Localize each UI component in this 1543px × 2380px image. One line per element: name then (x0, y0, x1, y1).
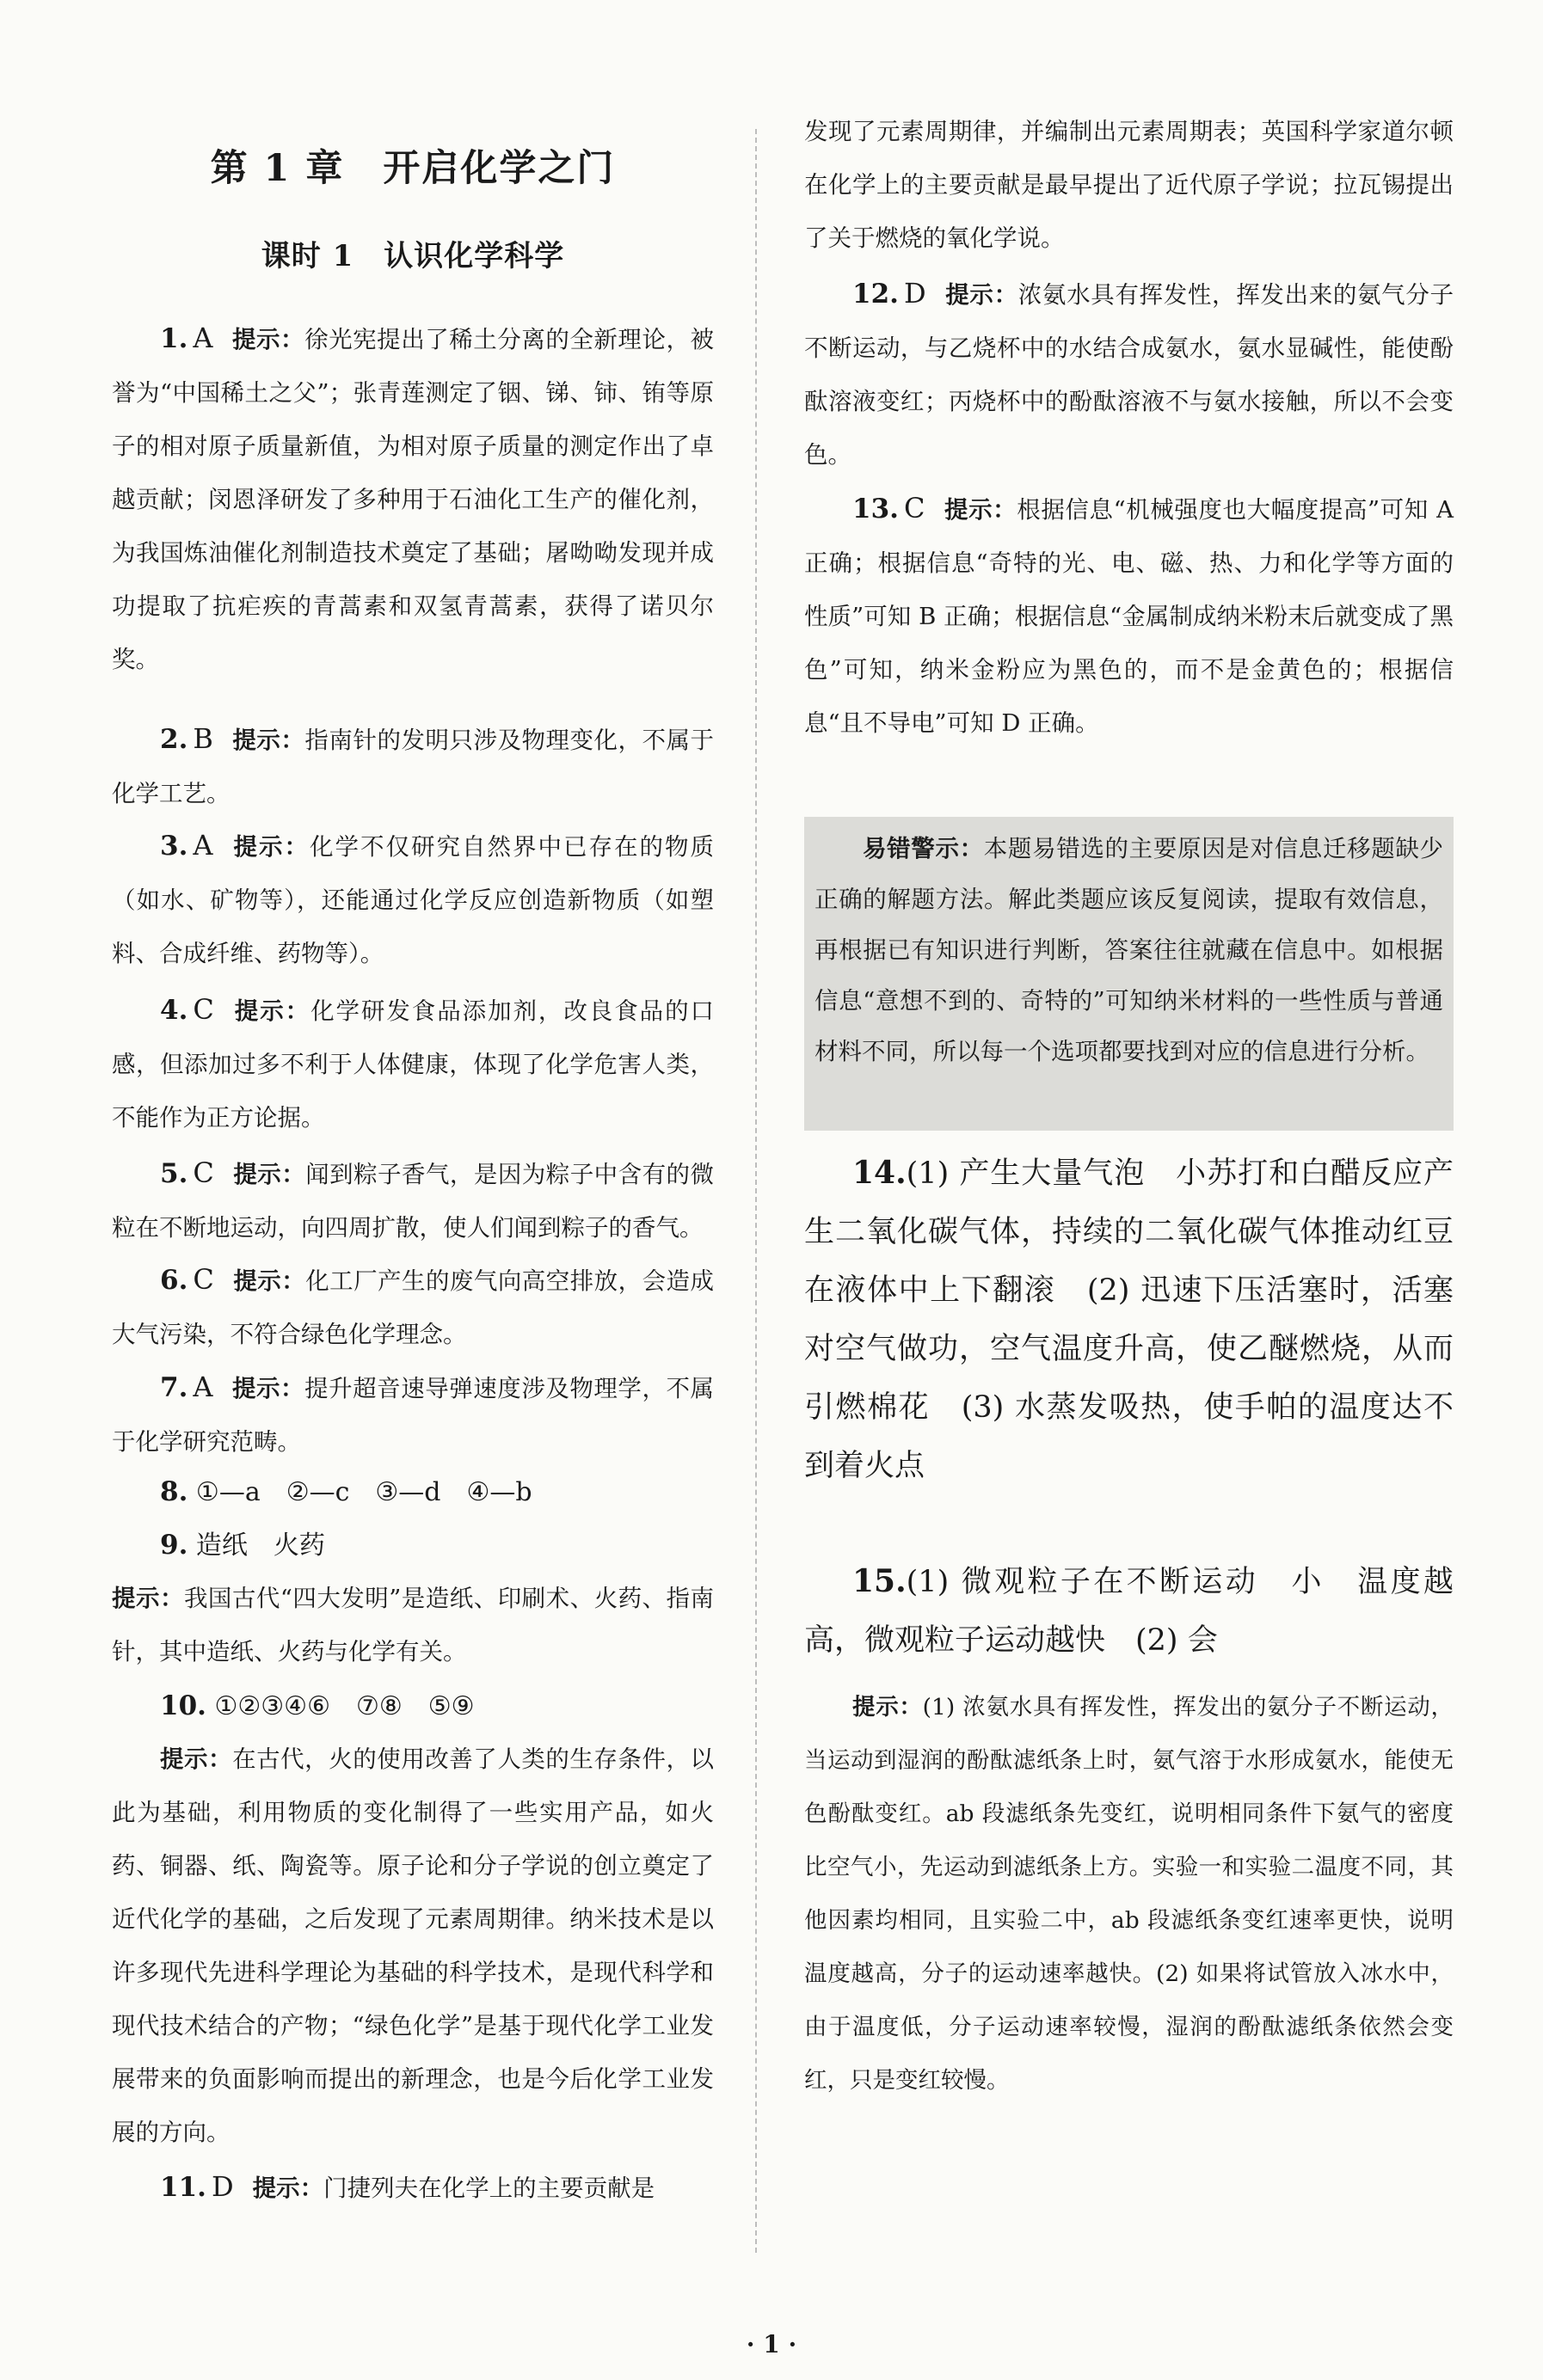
answer-q11-continued: 发现了元素周期律，并编制出元素周期表；英国科学家道尔顿在化学上的主要贡献是最早提出了近代原子学说；拉瓦锡提出了关于燃烧的氧化学说。 (804, 118, 1454, 252)
answer-q3: 3. A 提示：化学不仅研究自然界中已存在的物质（如水、矿物等），还能通过化学反应创造新物质（如塑料、合成纤维、药物等）。 (112, 829, 715, 967)
answer-q7: 7. A 提示：提升超音速导弹速度涉及物理学，不属于化学研究范畴。 (112, 1371, 715, 1456)
answer-q11: 11. D 提示：门捷列夫在化学上的主要贡献是 (160, 2170, 655, 2203)
column-divider (755, 129, 757, 2253)
answer-q2: 2. B 提示：指南针的发明只涉及物理变化，不属于化学工艺。 (112, 722, 715, 807)
answer-q4: 4. C 提示：化学研发食品添加剂，改良食品的口感，但添加过多不利于人体健康，体现了化学危害人类，不能作为正方论据。 (112, 993, 715, 1132)
answer-q6: 6. C 提示：化工厂产生的废气向高空排放，会造成大气污染，不符合绿色化学理念。 (112, 1263, 714, 1348)
answer-q5: 5. C 提示：闻到粽子香气，是因为粽子中含有的微粒在不断地运动，向四周扩散，使人们闻到粽子的香气。 (112, 1156, 714, 1242)
answer-q8: 8. ①—a ②—c ③—d ④—b (160, 1476, 532, 1507)
answer-q10: 10. ①②③④⑥ ⑦⑧ ⑤⑨ (160, 1690, 475, 1721)
page-number: · 1 · (746, 2330, 797, 2359)
answer-q12: 12. D 提示：浓氨水具有挥发性，挥发出来的氨气分子不断运动，与乙烧杯中的水结合成氨水，氨水显碱性，能使酚酞溶液变红；丙烧杯中的酚酞溶液不与氨水接触，所以不会变色。 (804, 277, 1454, 469)
answer-q13: 13. C 提示：根据信息“机械强度也大幅度提高”可知 A 正确；根据信息“奇特的光、电、磁、热、力和化学等方面的性质”可知 B 正确；根据信息“金属制成纳米粉末后就变成了黑色”可知，纳米金粉应为黑色的，而不是金黄色的；根据信息“且不导电”可知 D 正确。 (804, 492, 1454, 737)
answer-q14: 14.(1) 产生大量气泡 小苏打和白醋反应产生二氧化碳气体，持续的二氧化碳气体推动红豆在液体中上下翻滚 (2) 迅速下压活塞时，活塞对空气做功，空气温度升高，使乙醚燃烧，从而引燃棉花 (3) 水蒸发吸热，使手帕的温度达不到着火点 (804, 1155, 1454, 1483)
hint-q15: 提示：(1) 浓氨水具有挥发性，挥发出的氨分子不断运动，当运动到湿润的酚酞滤纸条上时，氨气溶于水形成氨水，能使无色酚酞变红。ab 段滤纸条先变红，说明相同条件下氨气的密度比空气小，先运动到滤纸条上方。实验一和实验二温度不同，其他因素均相同，且实验二中，ab 段滤纸条变红速率更快，说明温度越高，分子的运动速率越快。(2) 如果将试管放入冰水中，由于温度低，分子运动速率较慢，湿润的酚酞滤纸条依然会变红，只是变红较慢。 (804, 1694, 1454, 2094)
answer-q9: 9. 造纸 火药 (160, 1530, 325, 1561)
hint-q10: 提示：在古代，火的使用改善了人类的生存条件，以此为基础，利用物质的变化制得了一些实用产品，如火药、铜器、纸、陶瓷等。原子论和分子学说的创立奠定了近代化学的基础，之后发现了元素周期律。纳米技术是以许多现代先进科学理论为基础的科学技术，是现代科学和现代技术结合的产物；“绿色化学”是基于现代化学工业发展带来的负面影响而提出的新理念，也是今后化学工业发展的方向。 (112, 1745, 715, 2146)
error-warning-box: 易错警示：本题易错选的主要原因是对信息迁移题缺少正确的解题方法。解此类题应该反复阅读，提取有效信息，再根据已有知识进行判断，答案往往就藏在信息中。如根据信息“意想不到的、奇特的”可知纳米材料的一些性质与普通材料不同，所以每一个选项都要找到对应的信息进行分析。 (804, 817, 1454, 1131)
chapter-title: 第 1 章 开启化学之门 (210, 147, 616, 190)
lesson-title: 课时 1 认识化学科学 (261, 239, 565, 273)
hint-q9: 提示：我国古代“四大发明”是造纸、印刷术、火药、指南针，其中造纸、火药与化学有关。 (112, 1585, 715, 1665)
answer-q1: 1. A 提示：徐光宪提出了稀土分离的全新理论，被誉为“中国稀土之父”；张青莲测定了铟、锑、铈、铕等原子的相对原子质量新值，为相对原子质量的测定作出了卓越贡献；闵恩泽研发了多种用于石油化工生产的催化剂，为我国炼油催化剂制造技术奠定了基础；屠呦呦发现并成功提取了抗疟疾的青蒿素和双氢青蒿素，获得了诺贝尔奖。 (112, 322, 715, 673)
answer-q15: 15.(1) 微观粒子在不断运动 小 温度越高，微观粒子运动越快 (2) 会 (804, 1563, 1454, 1658)
